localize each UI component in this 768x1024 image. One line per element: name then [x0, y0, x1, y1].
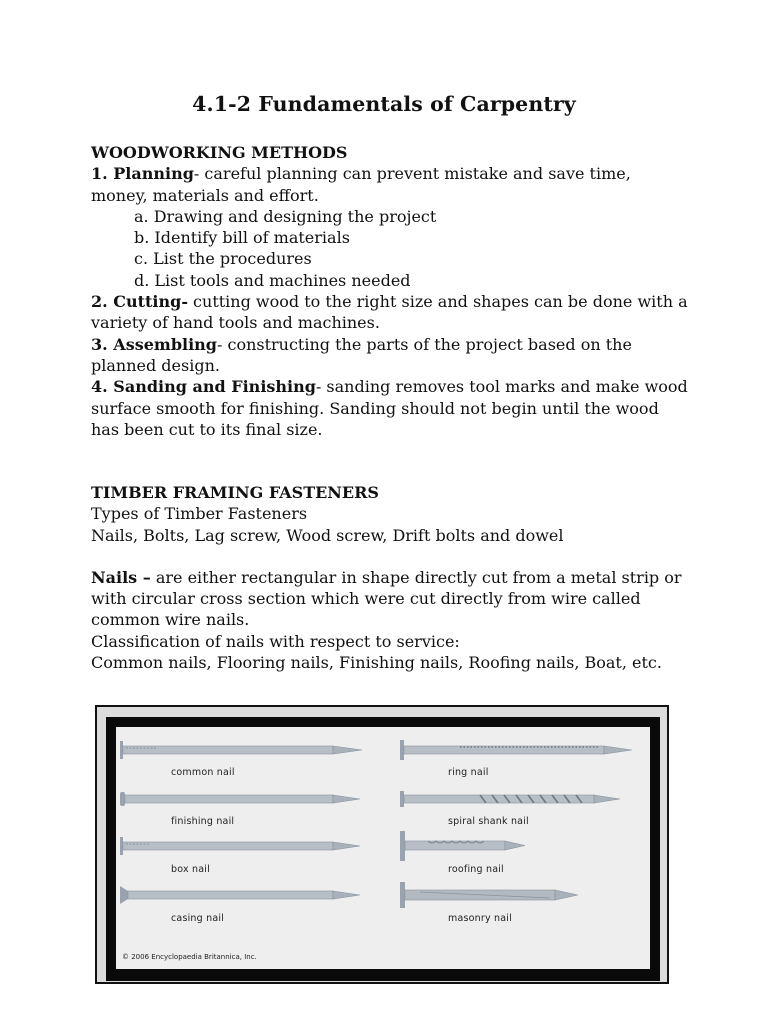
nail-illustration-panel: [116, 727, 650, 969]
method-cutting: [91, 291, 691, 334]
spiral-shank-nail-icon: [400, 789, 636, 809]
fastener-types-list: Nails, Bolts, Lag screw, Wood screw, Drift bolts and dowel: [91, 525, 564, 545]
method-assembling-text: - constructing the parts of the project based on the planned design.: [91, 334, 632, 375]
woodworking-methods-section: [91, 142, 691, 440]
common-nail-label: common nail: [171, 767, 235, 778]
method-sanding-text: - sanding removes tool marks and make wood surface smooth for finishing. Sanding should not begin until the wood has been cut to its final size.: [91, 377, 688, 439]
ring-nail-icon: [400, 739, 636, 761]
nails-definition: [91, 567, 691, 631]
section-heading-methods: WOODWORKING METHODS: [91, 143, 348, 162]
roofing-nail-icon: [400, 831, 636, 861]
classification-label: Classification of nails with respect to service:: [91, 631, 460, 651]
fastener-types-label: Types of Timber Fasteners: [91, 504, 308, 524]
method-planning: [91, 163, 691, 206]
roofing-nail-label: roofing nail: [448, 864, 504, 875]
box-nail-label: box nail: [171, 864, 210, 875]
finishing-nail-icon: [120, 789, 364, 809]
method-planning-term: 1. Planning: [91, 164, 194, 184]
timber-fasteners-section: [91, 482, 691, 673]
ring-nail-label: ring nail: [448, 767, 489, 778]
classification-list: Common nails, Flooring nails, Finishing nails, Roofing nails, Boat, etc.: [91, 653, 662, 673]
spiral-shank-nail-label: spiral shank nail: [448, 816, 529, 827]
method-sanding-term: 4. Sanding and Finishing: [91, 377, 316, 397]
masonry-nail-icon: [400, 882, 636, 908]
common-nail-icon: [120, 739, 364, 761]
method-cutting-text: cutting wood to the right size and shapes can be done with a variety of hand tools and machines.: [91, 292, 688, 333]
casing-nail-icon: [120, 884, 364, 906]
page-title: 4.1-2 Fundamentals of Carpentry: [192, 92, 576, 116]
nails-term: Nails –: [91, 567, 151, 587]
nail-types-figure: [95, 705, 669, 984]
method-sanding: [91, 376, 691, 440]
planning-subitem: c. List the procedures: [134, 249, 312, 269]
method-planning-text: - careful planning can prevent mistake and save time, money, materials and effort.: [91, 164, 631, 205]
nails-text: are either rectangular in shape directly cut from a metal strip or with circular cross section which were cut directly from wire called common wire nails.: [91, 567, 682, 630]
planning-subitem: a. Drawing and designing the project: [134, 206, 437, 226]
planning-subitem: d. List tools and machines needed: [134, 270, 411, 290]
method-cutting-term: 2. Cutting-: [91, 292, 188, 312]
planning-subitem: b. Identify bill of materials: [134, 228, 350, 248]
section-heading-fasteners: TIMBER FRAMING FASTENERS: [91, 483, 379, 502]
method-assembling: [91, 334, 691, 377]
figure-copyright: © 2006 Encyclopaedia Britannica, Inc.: [122, 953, 257, 961]
box-nail-icon: [120, 835, 364, 857]
masonry-nail-label: masonry nail: [448, 913, 512, 924]
finishing-nail-label: finishing nail: [171, 816, 235, 827]
casing-nail-label: casing nail: [171, 913, 225, 924]
method-assembling-term: 3. Assembling: [91, 334, 217, 354]
